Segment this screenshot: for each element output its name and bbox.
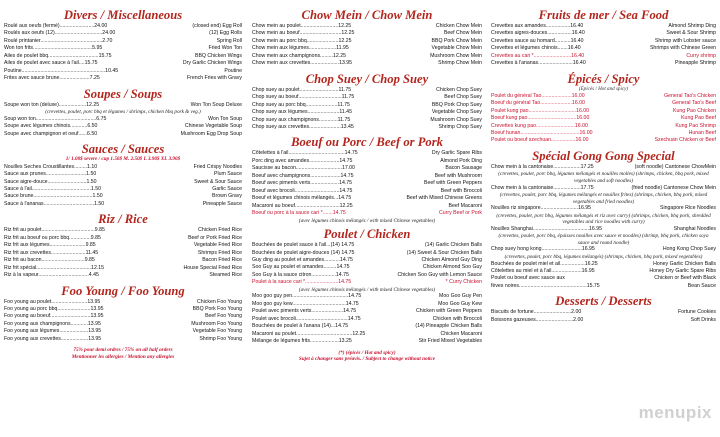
change-note: Sujet à changer sans préavis. / Subject to change without notice (298, 356, 436, 363)
divers-heading: Divers / Miscellaneous (63, 8, 183, 22)
menu-item: Chop suey au boeuf..............................11.75 Beef Chop Suey (252, 94, 482, 101)
menu-item: Foo young aux légumes....................13.95 Vegetable Foo Young (4, 328, 242, 335)
menu-item: Boeuf avec brocoli...............................14.75 Beef with Broccoli (252, 187, 482, 194)
menu-item: Riz frit spécial......................................12.15 House Special Fried Rice (4, 264, 242, 271)
menu-item: Chop suey aux légumes......................11.45 Vegetable Chop Suey (252, 109, 482, 116)
column-left (0, 0, 246, 437)
item-note: (crevettes, poulet, porc bbq, légumes mélangés et nouilles molles) (shrimps, chicken, bbq pork, mixed vegetables and soft noodles) (498, 171, 709, 184)
menu-item: Soupe won ton (deluxe)...................12.25 Won Ton Soup Deluxe (4, 101, 242, 108)
menu-item: Crevettes aigres-douces.................16.40 Sweet & Sour Shrimp (491, 30, 716, 37)
menu-item: Sauce brune.........................................1.50 Brown Gravy (4, 193, 242, 200)
menu-item: Poulet du général Tao.....................16.00 General Tao's Chicken (491, 92, 716, 99)
menu-item: Biscuits de fortune..........................2.00 Fortune Cookies (491, 309, 716, 316)
menu-item: Saucisse au bacon................................17.00 Bacon Sausage (252, 165, 482, 172)
menu-item: Chow mein au poulet..........................12.25 Chicken Chow Mein (252, 23, 482, 29)
menu-item: Sauce aigre-douce...........................1.50 Sweet & Sour Sauce (4, 178, 242, 185)
menu-item: Chow mein au porc bbq......................12.25 BBQ Pork Chow Mein (252, 37, 482, 44)
menu-item: Foo young aux crevettes...................13.95 Shrimp Foo Young (4, 335, 242, 342)
menu-item: Crevettes et légumes chinois.......16.40 Shrimps with Chinese Green (491, 45, 716, 52)
menu-item: Poulet ou boeuf avec sauce aux Chicken or Beef with Black (491, 275, 716, 282)
menu-item: Foo young aux champignons............13.95 Mushroom Foo Young (4, 320, 242, 327)
item-note: (crevettes, poulet, porc bbq, légumes mélangés) (shrimps, chicken, bbq pork, mixed vegetables) (504, 253, 703, 260)
menu-item: Chow mein à la cantonaise...................17.25 (soft noodle) Cantonese ChowMein (491, 163, 716, 170)
menu-item: Mélange de légumes frits....................13.25 Stir Fried Mixed Vegetables (252, 338, 482, 345)
menu-item: Poulet kung pao.................................16.00 Kung Pao Chicken (491, 107, 716, 114)
menu-item: Crevettes au cari *..........................16.40 Curry shrimp (491, 52, 716, 59)
menu-item: Bouchées de poulet à l'anana (14)...14.75 (14) Pineapple Chicken Balls (252, 323, 482, 330)
menu-item: Roulé printanier...........................................2.70 Spring Roll (4, 37, 242, 44)
menu-item: Poulet à la sauce cari *.......................14.75 * Curry Chicken (252, 279, 482, 286)
menu-item: Bouchées de poulet aigre-douces (14) 14.75 (14) Sweet & Sour Chicken Balls (252, 249, 482, 256)
menu-item: Macaroni au boeuf...............................12.25 Beef Macaroni (252, 202, 482, 209)
menu-item: Foo young au poulet.........................13.95 Chicken Foo Young (4, 298, 242, 305)
menu-item: Chow mein à la cantonaise...................17.75 (fried noodle) Cantonese Chow Mein (491, 184, 716, 191)
menu-item: Sauce à l'ail.........................................1.50 Garlic Sauce (4, 185, 242, 192)
menu-item: Boeuf ou porc à la sauce cari *.......14.75 Curry Beef or Pork (252, 210, 482, 217)
menu-item: Boeuf avec piments verts....................14.75 Beef with Green Peppers (252, 180, 482, 187)
menu-item: Boeuf kung pao..................................16.00 Kung Pao Beef (491, 115, 716, 122)
menu-item: Bouchées de poulet miel et ail.................16.25 Honey Garlic Chicken Balls (491, 260, 716, 267)
riz-heading: Riz / Rice (98, 212, 148, 227)
menu-item: Chop suey au poulet...........................11.75 Chicken Chop Suey (252, 86, 482, 93)
menu-item: Soupe avec légumes chinois............6.50 Chinese Vegetable Soup (4, 123, 242, 130)
poulet-list (248, 242, 486, 345)
menu-item: Moo goo guy pen.......................................14.75 Moo Goo Guy Pen (252, 293, 482, 300)
half-order-note: 75% pour demi ordres / 75% on all half orders (73, 347, 173, 354)
menu-item: Côtelettes au miel et à l'ail.....................16.95 Honey Dry Garlic Spare Ribs (491, 267, 716, 274)
column-right (487, 0, 720, 437)
menu-item: Riz à la vapeur...................................4.45 Steamed Rice (4, 272, 242, 279)
menu-item: Poulet avec piments verts......................14.75 Chicken with Green Peppers (252, 308, 482, 315)
menu-item: Chow mein aux champignons.........12.25 Mushroom Chow Mein (252, 52, 482, 59)
menu-item: Bouchées de poulet sauce à l'ail...(14) 14.75 (14) Garlic Chicken Balls (252, 242, 482, 249)
menu-item: Roulé aux oeufs (fermé)........................24.00 (closed end) Egg Roll (4, 23, 242, 29)
menu-item: Porc ding avec amandes.....................14.75 Almond Pork Ding (252, 157, 482, 164)
menu-item: Crevettes à l'ananas........................16.40 Pineapple Shrimp (491, 60, 716, 67)
item-note: (crevettes, poulet, porc bbq et légumes / shrimps, chicken bbq pork & veg.) (45, 109, 201, 116)
boeuf-heading: Boeuf ou Porc / Beef or Pork (291, 135, 443, 150)
menu-item: Riz frit aux légumes.........................9.85 Vegetable Fried Rice (4, 242, 242, 249)
fooyoung-list (0, 299, 246, 344)
poulet-heading: Poulet / Chicken (323, 227, 411, 242)
sauces-heading: Sauces / Sauces (81, 142, 165, 157)
menu-item: Soup won ton..........................................6.75 Won Ton Soup (4, 115, 242, 122)
menu-item: Chop suey aux crevettes......................13.45 Shrimp Chop Suey (252, 123, 482, 130)
spicy-note: (*) (épicés / Hot and spicy) (338, 349, 396, 356)
sauces-list (0, 164, 246, 209)
menu-item: Soo Guy à la sauce citron.................14.75 Chicken Soo Guy with Lemon Sauce (252, 271, 482, 278)
desserts-list (487, 309, 720, 324)
item-note: (avec légumes chinois mélangés / with mixed Chinese vegetables) (298, 286, 436, 293)
menu-item: Crevettes sauce au homard...........16.40 Shrimp with Lobster sauce (491, 37, 716, 44)
menu-item: Ailes de poulet bbq...................................15.75 BBQ Chicken Wings (4, 52, 242, 59)
column-middle (248, 0, 486, 437)
divers-list (0, 23, 246, 83)
menu-item: Nouilles riz singapore..........................16.95 Singapore Rice Noodles (491, 205, 716, 212)
boeuf-list (248, 150, 486, 224)
epices-heading: Épicés / Spicy (567, 71, 640, 86)
item-note: (avec légumes chinois mélangés / with mixed Chinese vegetables) (298, 217, 436, 224)
fooyoung-heading: Foo Young / Foo Young (61, 283, 185, 298)
menu-item: Nouilles Seches Croustillantes.........1.10 Fried Crispy Noodles (4, 163, 242, 170)
menu-item: Boeuf du général Tao......................16.00 General Tao's Beef (491, 100, 716, 107)
menu-item: Riz frit au poulet.....................................9.85 Chicken Fried Rice (4, 227, 242, 234)
fruits-list (487, 23, 720, 68)
menu-item: Poulet avec brocoli....................................14.75 Chicken with Broccoli (252, 315, 482, 322)
chopsuey-list (248, 87, 486, 132)
fruits-heading: Fruits de mer / Sea Food (538, 8, 669, 22)
desserts-heading: Desserts / Desserts (555, 294, 652, 309)
menu-item: Crevettes kung pao...........................16.00 Kung Pao Shrimp (491, 122, 716, 129)
soupes-list (0, 102, 246, 138)
item-note: (crevettes, poulet, porc bbq, épaisses nouilles avec sauce et noodles) (shrimp, bbq pork, chicken soya sauce and round noodle) (498, 233, 709, 246)
menu-item: fèves noires...............................................15.75 Bean Sauce (491, 282, 716, 289)
menu-item: Ailes de poulet avec sauce à l'ail....15.75 Dry Garlic Chicken Wings (4, 60, 242, 67)
watermark-logo: menupix (638, 403, 712, 422)
menu-item: Foo young au porc bbq.......................13.95 BBQ Pork Foo Young (4, 305, 242, 312)
riz-list (0, 227, 246, 279)
menu-item: Chow mein aux crevettes....................13.95 Shrimp Chow Mein (252, 60, 482, 67)
menu-item: Boissons gazeuses..........................2.00 Soft Drinks (491, 316, 716, 323)
menu-item: Poutine..........................................................10.45 Poutine (4, 67, 242, 74)
menu-item: Boeuf hunan.........................................16.00 Hunan Beef (491, 129, 716, 136)
special-list (487, 164, 720, 290)
menu-item: Frites avec sauce brune.....................7.25 French Fries with Gravy (4, 75, 242, 82)
menu-item: Guy ding au poulet et amandes...........14.75 Chicken Almond Guy Ding (252, 257, 482, 264)
chopsuey-heading: Chop Suey / Chop Suey (305, 71, 429, 86)
menu-item: Won ton frits.........................................5.95 Fried Won Ton (4, 45, 242, 52)
menu-item: Côtelettes à l'ail.......................................14.75 Dry Garlic Spare Ribs (252, 150, 482, 157)
menu-item: Sauce aux prunes............................1.50 Plum Sauce (4, 171, 242, 178)
menu-item: Chop suey aux champignons.............11.75 Mushroom Chop Suey (252, 116, 482, 123)
item-note: (crevettes, poulet, porc bbq, légumes mélangés et riz avec curry) (shrimps, chicken, bbq pork, shredded vegetables and rice noodles with curry) (496, 212, 711, 226)
menu-item: Sauce à l'ananas...................................1.50 Pineapple Sauce (4, 200, 242, 207)
epices-subtitle: (Épicés / Hot and spicy) (578, 85, 629, 92)
epices-list (487, 93, 720, 145)
menu-item: Chow mein au boeuf.............................12.25 Beef Chow Mein (252, 30, 482, 37)
menu-item: Chow mein aux légumes...................11.95 Vegetable Chow Mein (252, 45, 482, 52)
menu-item: Foo young au boeuf............................13.95 Beef Foo Young (4, 313, 242, 320)
menu-item: Chop suey au porc bbq......................11.75 BBQ Pork Chop Suey (252, 101, 482, 108)
menu-item: Boeuf et légumes chinois mélangés...14.75 Beef with Mixed Chinese Greens (252, 195, 482, 202)
menu-item: Macaroni au poulet.......................................12.25 Chicken Macaroni (252, 330, 482, 337)
menu-item: Riz frit au bacon..............................9.85 Bacon Fried Rice (4, 257, 242, 264)
special-heading: Spécial Gong Gong Special (532, 148, 675, 163)
sauce-prices: 1/ 1.00$ severe / cup 1.50$ M. 2.50$ L 3.90$ XL 3.90$ (65, 156, 181, 163)
item-note: (crevettes, poulet, porc bbq, légumes mélangés et nouilles frites) (shrimps, chicken, bbq pork, mixed vegetables and fried noodles) (499, 191, 708, 205)
menu-item: Crevettes aux amandes.................16.40 Almond Shrimp Ding (491, 23, 716, 29)
menu-item: Roulés aux oeufs (12).................................24.00 (12) Egg Rolls (4, 30, 242, 37)
menu-item: Soupe avec champignon et oeuf......6.50 Mushroom Egg Drop Soup (4, 130, 242, 137)
menu-item: Poulet ou boeuf szechuan.................16.00 Szechuan Chicken or Beef (491, 137, 716, 144)
soupes-heading: Soupes / Soups (83, 86, 163, 101)
menu-item: Riz frit aux crevettes........................11.45 Shrimps Fried Rice (4, 249, 242, 256)
allergy-note: Mentionner les allergies / Mention any allergies (71, 353, 175, 360)
menu-item: Moo goo guy kew.....................................14.75 Moo Goo Guy Kew (252, 300, 482, 307)
menu-item: Chop suey hong kong............................16.95 Hong Kong Chop Suey (491, 246, 716, 253)
menu-item: Riz frit au boeuf ou porc bbq...............9.85 Beef or Pork Fried Rice (4, 234, 242, 241)
menu-item: Nouilles Shanghai.......................................16.95 Shanghai Noodles (491, 225, 716, 232)
menu-item: Boeuf avec champignons.....................14.75 Beef with Mushroom (252, 172, 482, 179)
menu-item: Soo Guy au poulet et amandes.........14.75 Chicken Almond Soo Guy (252, 264, 482, 271)
chowmein-heading: Chow Mein / Chow Mein (301, 8, 433, 22)
chowmein-list (248, 23, 486, 68)
